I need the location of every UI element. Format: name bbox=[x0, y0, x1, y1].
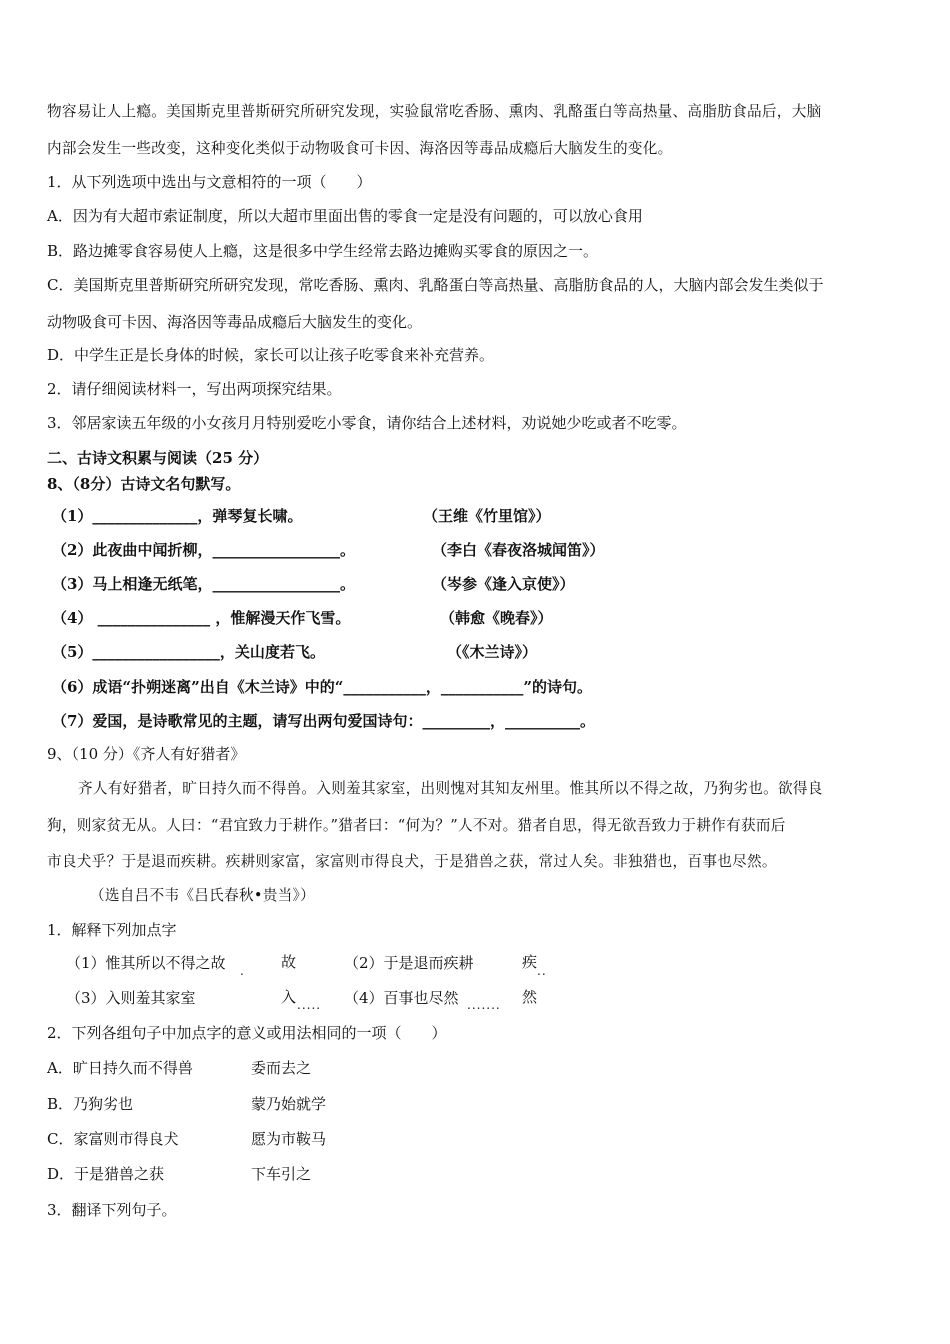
question-1-option-a: A．因为有大超市索证制度，所以大超市里面出售的零食一定是没有问题的，可以放心食用 bbox=[47, 207, 643, 225]
q9-1-stem: 1．解释下列加点字 bbox=[47, 921, 177, 939]
question-1-option-c: C．美国斯克里普斯研究所研究发现，常吃香肠、熏肉、乳酪蛋白等高热量、高脂肪食品的人，大脑内部会发生类似于 bbox=[47, 276, 824, 294]
question-3: 3．邻居家读五年级的小女孩月月特别爱吃小零食，请你结合上述材料，劝说她少吃或者不吃零。 bbox=[47, 414, 687, 432]
q8-item-6: （6）成语“扑朔迷离”出自《木兰诗》中的“___________，___________”的诗句。 bbox=[52, 678, 592, 696]
q9-1-item-1-char: 故 bbox=[281, 953, 297, 971]
question-1-stem: 1．从下列选项中选出与文意相符的一项（ ） bbox=[47, 173, 372, 191]
q9-2-option-d-pair: 下车引之 bbox=[251, 1165, 312, 1183]
q9-3-stem: 3．翻译下列句子。 bbox=[47, 1201, 177, 1219]
q9-1-item-2-char: 疾 bbox=[522, 953, 538, 971]
q9-2-option-a: A．旷日持久而不得兽 bbox=[47, 1059, 193, 1077]
passage-tail-line-2: 内部会发生一些改变，这种变化类似于动物吸食可卡因、海洛因等毒品成瘾后大脑发生的变化。 bbox=[47, 140, 673, 157]
q8-item-5-source: （《木兰诗》） bbox=[447, 643, 538, 661]
q8-item-4: （4） _______________ ，惟解漫天作飞雪。 bbox=[52, 609, 351, 627]
q8-item-2: （2）此夜曲中闻折柳，_________________。 bbox=[52, 541, 355, 559]
q9-passage-line-3: 市良犬乎？于是退而疾耕。疾耕则家富，家富则市得良犬，于是猎兽之获，常过人矣。非独猎也，百事也尽然。 bbox=[47, 853, 777, 870]
q8-item-1-source: （王维《竹里馆》） bbox=[423, 507, 551, 525]
question-8-title: 8、（8分）古诗文名句默写。 bbox=[47, 475, 241, 493]
emphasis-dots: ....... bbox=[467, 998, 501, 1012]
q9-1-item-2: （2）于是退而疾耕 bbox=[344, 954, 474, 972]
q9-1-item-3: （3）入则羞其家室 bbox=[66, 989, 196, 1007]
question-2: 2．请仔细阅读材料一，写出两项探究结果。 bbox=[47, 380, 342, 398]
q9-1-item-3-char: 入 bbox=[281, 988, 297, 1006]
q8-item-4-source: （韩愈《晚春》） bbox=[440, 609, 553, 627]
emphasis-dot: . bbox=[240, 964, 245, 978]
q9-passage-line-1: 齐人有好猎者，旷日持久而不得兽。入则羞其家室，出则愧对其知友州里。惟其所以不得之故，乃狗劣也。欲得良 bbox=[78, 780, 823, 797]
q9-2-option-b-pair: 蒙乃始就学 bbox=[251, 1095, 327, 1113]
question-1-option-b: B．路边摊零食容易使人上瘾，这是很多中学生经常去路边摊购买零食的原因之一。 bbox=[47, 242, 599, 260]
q8-item-5: （5）_________________，关山度若飞。 bbox=[52, 643, 325, 661]
q8-item-1: （1）______________，弹琴复长啸。 bbox=[52, 507, 303, 525]
q9-2-option-c: C．家富则市得良犬 bbox=[47, 1130, 179, 1148]
q9-1-item-4-char: 然 bbox=[522, 988, 538, 1006]
passage-tail-line-1: 物容易让人上瘾。美国斯克里普斯研究所研究发现，实验鼠常吃香肠、熏肉、乳酪蛋白等高热量、高脂肪食品后，大脑 bbox=[47, 103, 822, 120]
emphasis-dots: .. bbox=[537, 964, 547, 978]
q9-1-item-1: （1）惟其所以不得之故 bbox=[66, 954, 226, 972]
q9-1-item-4: （4）百事也尽然 bbox=[344, 989, 459, 1007]
q9-2-option-d: D．于是猎兽之获 bbox=[47, 1165, 165, 1183]
emphasis-dots: ..... bbox=[297, 998, 322, 1012]
section-2-title: 二、古诗文积累与阅读（25 分） bbox=[47, 449, 269, 467]
q9-2-stem: 2．下列各组句子中加点字的意义或用法相同的一项（ ） bbox=[47, 1024, 447, 1042]
q9-2-option-b: B．乃狗劣也 bbox=[47, 1095, 134, 1113]
q9-source: （选自吕不韦《吕氏春秋•贵当》） bbox=[90, 887, 316, 904]
q8-item-2-source: （李白《春夜洛城闻笛》） bbox=[432, 541, 605, 559]
q9-2-option-a-pair: 委而去之 bbox=[251, 1059, 312, 1077]
q9-passage-line-2: 狗，则家贫无从。人曰：“君宜致力于耕作。”猎者曰：“何为？”人不对。猎者自思，得无欲吾致力于耕作有获而后 bbox=[47, 817, 786, 834]
q8-item-7: （7）爱国，是诗歌常见的主题，请写出两句爱国诗句：_________，__________。 bbox=[52, 712, 595, 730]
q9-2-option-c-pair: 愿为市鞍马 bbox=[251, 1130, 327, 1148]
q8-item-3: （3）马上相逢无纸笔，_________________。 bbox=[52, 575, 355, 593]
question-9-title: 9、（10 分）《齐人有好猎者》 bbox=[47, 745, 246, 763]
question-1-option-c-cont: 动物吸食可卡因、海洛因等毒品成瘾后大脑发生的变化。 bbox=[47, 313, 423, 331]
question-1-option-d: D．中学生正是长身体的时候，家长可以让孩子吃零食来补充营养。 bbox=[47, 346, 495, 364]
q8-item-3-source: （岑参《逢入京使》） bbox=[432, 575, 575, 593]
